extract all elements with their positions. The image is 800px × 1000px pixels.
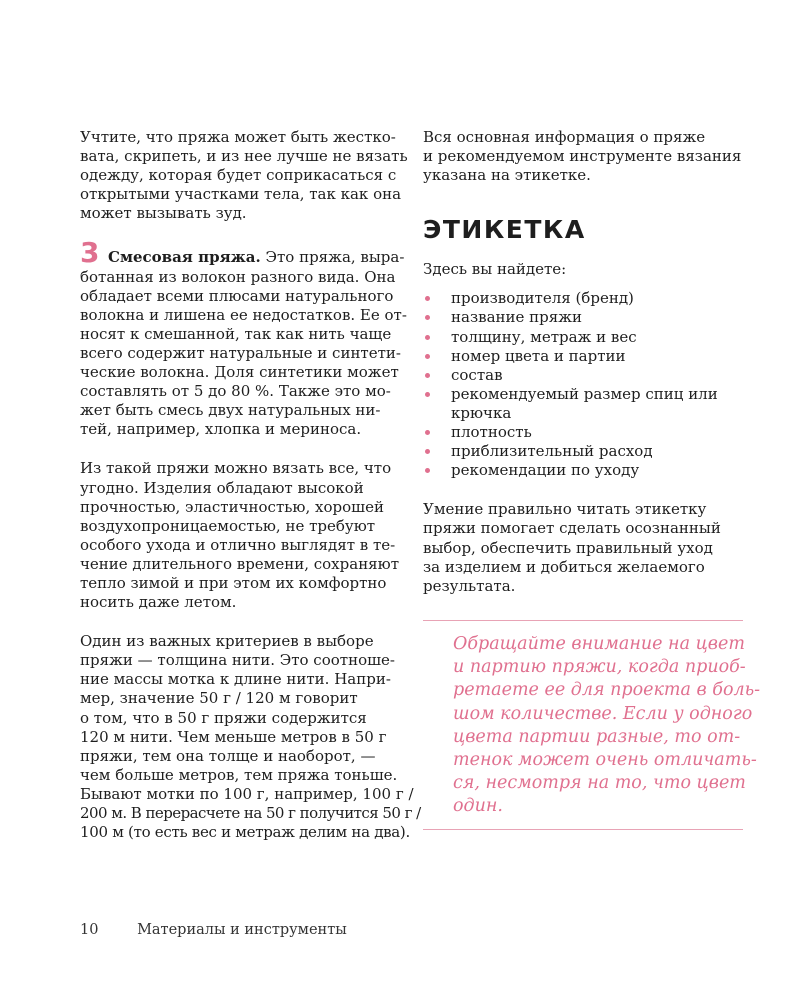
list-item — [423, 347, 743, 366]
text-line: Учтите, что пряжа может быть жестко- — [80, 128, 396, 146]
list-item-text: плотность — [451, 423, 532, 442]
paragraph-intro — [423, 128, 743, 185]
text-line: шом количестве. Если у одного — [453, 703, 753, 724]
text-line: носят к смешанной, так как нить чаще — [80, 324, 392, 343]
term-blended-yarn: Смесовая пряжа. — [108, 248, 261, 267]
page-number: 10 — [80, 922, 99, 938]
text-line: Из такой пряжи можно вязать все, что — [80, 459, 392, 478]
text-line: Один из важных критериев в выборе — [80, 632, 374, 651]
bullet-icon — [425, 296, 430, 301]
text-line: и партию пряжи, когда приоб- — [453, 657, 746, 678]
text-line: Умение правильно читать этикетку — [423, 500, 707, 519]
bullet-icon — [425, 430, 430, 435]
list-item — [423, 366, 743, 385]
text-line: о том, что в 50 г пряжи содержится — [80, 708, 367, 727]
bullet-icon — [425, 315, 430, 320]
text-line: выбор, обеспечить правильный уход — [423, 538, 713, 557]
text-line: 200 м. В перерасчете на 50 г получится 50 г / — [80, 804, 421, 822]
text-line: чем больше метров, тем пряжа тоньше. — [80, 765, 398, 784]
text-line: может вызывать зуд. — [80, 204, 247, 223]
text-line: одежду, которая будет соприкасаться с — [80, 166, 397, 185]
text-line: мер, значение 50 г / 120 м говорит — [80, 689, 358, 708]
text-line: Бывают мотки по 100 г, например, 100 г / — [80, 784, 414, 803]
bullet-icon — [425, 373, 430, 378]
text-line: цвета партии разные, то от- — [453, 726, 741, 747]
list-item-text: приблизительный расход — [451, 442, 653, 461]
list-item — [423, 461, 743, 480]
list-item-text: рекомендуемый размер спиц или — [451, 384, 718, 403]
paragraph-uses — [80, 459, 398, 612]
label-contents-list — [423, 289, 743, 480]
text-line: вата, скрипеть, и из нее лучше не вязать — [80, 147, 408, 166]
text-line: пряжи, тем она толще и наоборот, — — [80, 746, 376, 765]
list-item — [423, 308, 743, 327]
list-item — [423, 385, 743, 423]
paragraph-thickness — [80, 632, 421, 842]
text-fragment: Это пряжа, выра- — [260, 248, 405, 267]
text-line: носить даже летом. — [80, 593, 237, 612]
text-line: тепло зимой и при этом их комфортно — [80, 573, 387, 592]
right-column — [423, 128, 743, 616]
text-line: Обращайте внимание на цвет — [453, 634, 745, 654]
text-line: тенок может очень отличать- — [453, 750, 757, 771]
text-line: жет быть смесь двух натуральных ни- — [80, 401, 381, 420]
text-line: указана на этикетке. — [423, 166, 591, 185]
text-line — [80, 236, 405, 270]
tip-text — [453, 633, 760, 819]
text-line: составлять от 5 до 80 %. Также это мо- — [80, 382, 391, 401]
list-item-text: крючка — [451, 403, 512, 422]
tip-callout — [423, 620, 761, 830]
text-line: результата. — [423, 576, 516, 595]
list-item — [423, 328, 743, 347]
list-number: 3 — [80, 236, 100, 270]
text-line: и рекомендуемом инструменте вязания — [423, 147, 742, 166]
text-line: прочностью, эластичностью, хорошей — [80, 497, 384, 516]
text-line: воздухопроницаемостью, не требуют — [80, 516, 376, 535]
text-line: ретаете ее для проекта в боль- — [453, 680, 761, 701]
list-item-text: толщину, метраж и вес — [451, 327, 637, 346]
list-item-text: состав — [451, 365, 503, 384]
bullet-icon — [425, 449, 430, 454]
list-lead: Здесь вы найдете: — [423, 260, 567, 279]
text-line: тей, например, хлопка и мериноса. — [80, 420, 362, 439]
left-column — [80, 128, 421, 862]
text-line: всего содержит натуральные и синтети- — [80, 343, 401, 362]
text-line: обладает всеми плюсами натурального — [80, 286, 394, 305]
page-footer — [80, 922, 347, 938]
list-item — [423, 442, 743, 461]
text-line: один. — [453, 796, 503, 817]
text-line: ботанная из волокон разного вида. Она — [80, 267, 396, 286]
list-item-text: название пряжи — [451, 308, 583, 327]
text-line: особого ухода и отлично выглядят в те- — [80, 535, 396, 554]
text-line: открытыми участками тела, так как она — [80, 185, 402, 204]
list-item-text: номер цвета и партии — [451, 346, 626, 365]
bullet-icon — [425, 354, 430, 359]
bullet-icon — [425, 335, 430, 340]
paragraph-blended-yarn — [80, 236, 407, 439]
text-line: пряжи — толщина нити. Это соотноше- — [80, 651, 395, 670]
list-item — [423, 423, 743, 442]
paragraph-closing — [423, 500, 743, 595]
text-line: пряжи помогает сделать осознанный — [423, 519, 721, 538]
text-line: чение длительного времени, сохраняют — [80, 554, 400, 573]
text-line: Вся основная информация о пряже — [423, 128, 706, 146]
section-heading-label: ЭТИКЕТКА — [423, 215, 586, 245]
text-line: 120 м нити. Чем меньше метров в 50 г — [80, 727, 387, 746]
list-item — [423, 289, 743, 308]
section-title: Материалы и инструменты — [137, 922, 347, 938]
text-line: 100 м (то есть вес и метраж делим на два). — [80, 823, 410, 842]
text-line: угодно. Изделия обладают высокой — [80, 478, 364, 497]
text-line: ся, несмотря на то, что цвет — [453, 773, 746, 794]
text-line: волокна и лишена ее недостатков. Ее от- — [80, 305, 407, 324]
bullet-icon — [425, 392, 430, 397]
text-line: ние массы мотка к длине нити. Напри- — [80, 670, 391, 689]
bullet-icon — [425, 468, 430, 473]
paragraph-wool-warning — [80, 128, 408, 223]
text-line: ческие волокна. Доля синтетики может — [80, 363, 399, 382]
list-item-text: рекомендации по уходу — [451, 461, 640, 480]
text-line: за изделием и добиться желаемого — [423, 557, 705, 576]
list-item-text: производителя (бренд) — [451, 289, 634, 308]
